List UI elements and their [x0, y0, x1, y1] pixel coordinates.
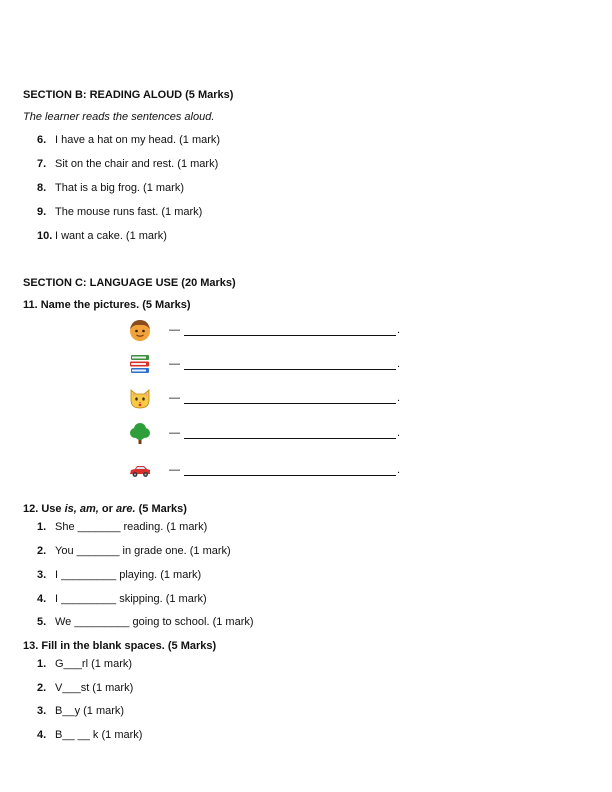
picture-dash: —: [169, 464, 180, 476]
answer-line[interactable]: [184, 325, 396, 336]
question-12-title: [23, 503, 187, 515]
list-item: [37, 182, 184, 194]
item-number: 3.: [37, 705, 47, 717]
item-text: I have a hat on my head. (1 mark): [55, 134, 221, 146]
answer-line[interactable]: [184, 359, 396, 370]
item-text: That is a big frog. (1 mark): [55, 182, 184, 194]
answer-line[interactable]: [184, 465, 396, 476]
picture-dash: —: [169, 427, 180, 439]
line-end: .: [397, 324, 401, 336]
picture-row: [127, 351, 400, 377]
q12-title-are: are.: [115, 503, 136, 515]
picture-row: [127, 457, 400, 483]
list-item: [37, 593, 207, 605]
line-end: .: [397, 358, 401, 370]
item-text: I want a cake. (1 mark): [55, 230, 167, 242]
boy-face-icon: [127, 317, 153, 343]
item-number: 2.: [37, 682, 47, 694]
section-b-instruction: The learner reads the sentences aloud.: [23, 111, 215, 123]
item-number: 6.: [37, 134, 47, 146]
list-item: [37, 729, 142, 741]
item-number: 5.: [37, 616, 47, 628]
list-item: [37, 569, 201, 581]
item-text: I _________ skipping. (1 mark): [55, 593, 207, 605]
item-number: 1.: [37, 658, 47, 670]
item-text: V___st (1 mark): [55, 682, 134, 694]
list-item: [37, 705, 124, 717]
item-text: You _______ in grade one. (1 mark): [55, 545, 231, 557]
books-icon: [127, 351, 153, 377]
q12-title-or: or: [98, 503, 116, 515]
picture-dash: —: [169, 358, 180, 370]
item-text: B__ __ k (1 mark): [55, 729, 143, 741]
item-number: 4.: [37, 729, 47, 741]
list-item: [37, 206, 202, 218]
answer-line[interactable]: [184, 428, 396, 439]
answer-line[interactable]: [184, 393, 396, 404]
list-item: [37, 658, 132, 670]
line-end: .: [397, 392, 401, 404]
q12-title-words: is, am,: [64, 503, 99, 515]
car-icon: [127, 457, 153, 483]
item-number: 4.: [37, 593, 47, 605]
q12-title-prefix: 12. Use: [23, 503, 65, 515]
item-text: Sit on the chair and rest. (1 mark): [55, 158, 219, 170]
item-number: 9.: [37, 206, 47, 218]
list-item: [37, 682, 133, 694]
list-item: [37, 545, 231, 557]
list-item: [37, 521, 207, 533]
picture-dash: —: [169, 392, 180, 404]
question-13-title: 13. Fill in the blank spaces. (5 Marks): [23, 640, 217, 652]
q12-title-suffix: (5 Marks): [135, 503, 187, 515]
list-item: [37, 134, 220, 146]
item-number: 7.: [37, 158, 47, 170]
item-text: I _________ playing. (1 mark): [55, 569, 202, 581]
picture-row: [127, 385, 400, 411]
item-number: 2.: [37, 545, 47, 557]
item-text: She _______ reading. (1 mark): [55, 521, 208, 533]
item-text: B__y (1 mark): [55, 705, 125, 717]
item-number: 3.: [37, 569, 47, 581]
list-item: [37, 616, 254, 628]
picture-dash: —: [169, 324, 180, 336]
item-number: 1.: [37, 521, 47, 533]
list-item: [37, 230, 167, 242]
picture-row: [127, 317, 400, 343]
line-end: .: [397, 464, 401, 476]
item-number: 8.: [37, 182, 47, 194]
item-text: G___rl (1 mark): [55, 658, 133, 670]
question-11-title: 11. Name the pictures. (5 Marks): [23, 299, 191, 311]
item-text: The mouse runs fast. (1 mark): [55, 206, 203, 218]
line-end: .: [397, 427, 401, 439]
list-item: [37, 158, 218, 170]
section-c-title: SECTION C: LANGUAGE USE (20 Marks): [23, 277, 236, 289]
item-text: We _________ going to school. (1 mark): [55, 616, 254, 628]
item-number: 10.: [37, 230, 53, 242]
tree-icon: [127, 420, 153, 446]
picture-row: [127, 420, 400, 446]
cat-face-icon: [127, 385, 153, 411]
section-b-title: SECTION B: READING ALOUD (5 Marks): [23, 89, 234, 101]
